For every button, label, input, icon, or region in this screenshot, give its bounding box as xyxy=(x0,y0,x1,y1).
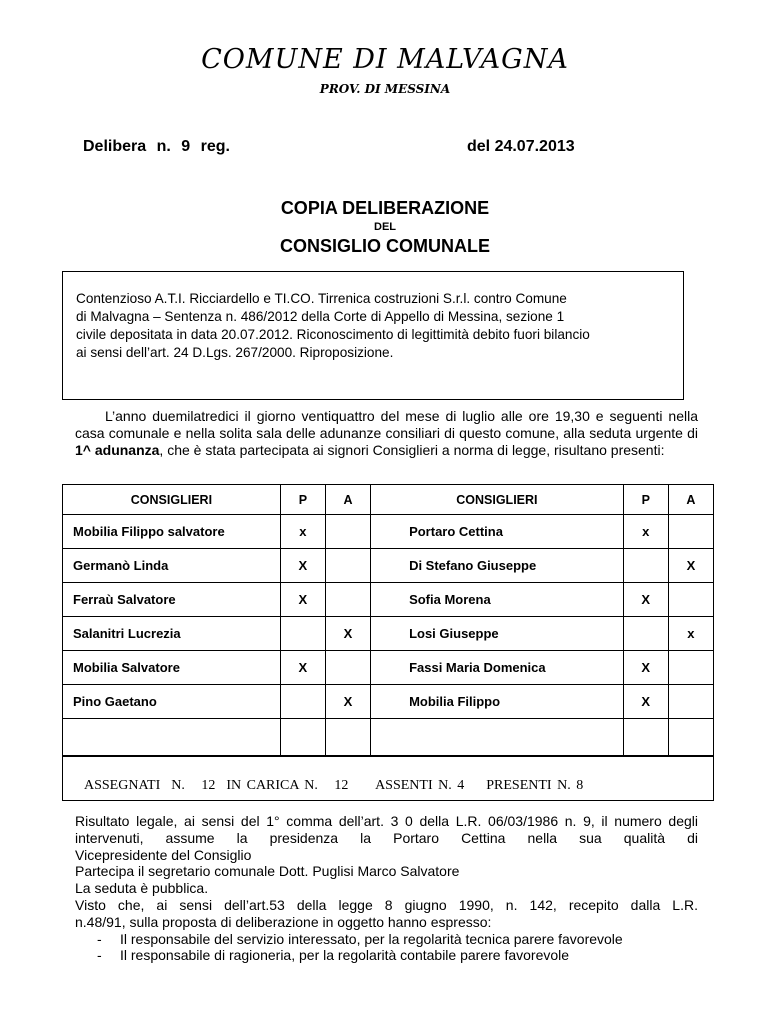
present-mark xyxy=(623,617,668,651)
empty-cell xyxy=(623,719,668,757)
intro-text: L’anno duemilatredici il giorno ventiquattro del mese di luglio alle ore 19,30 e seguenti nella casa comunale e nella solita sala delle adunanze consiliari di questo comune, alla seduta urgente di xyxy=(75,408,698,441)
absent-mark xyxy=(668,515,713,549)
list-item-text: Il responsabile del servizio interessato, per la regolarità tecnica parere favorevole xyxy=(120,930,623,947)
header-consiglieri-right: CONSIGLIERI xyxy=(371,485,624,515)
document-heading-body: CONSIGLIO COMUNALE xyxy=(280,236,490,256)
list-item xyxy=(75,931,698,948)
councillor-name: Di Stefano Giuseppe xyxy=(371,549,624,583)
table-row xyxy=(63,617,714,651)
absent-mark: X xyxy=(325,685,370,719)
absent-mark xyxy=(668,583,713,617)
councillor-name: Germanò Linda xyxy=(63,549,281,583)
present-mark: X xyxy=(623,651,668,685)
header-absent-right: A xyxy=(668,485,713,515)
councillor-name: Pino Gaetano xyxy=(63,685,281,719)
header-present-right: P xyxy=(623,485,668,515)
empty-cell xyxy=(325,719,370,757)
present-mark xyxy=(280,685,325,719)
councillor-name: Salanitri Lucrezia xyxy=(63,617,281,651)
present-mark: X xyxy=(280,583,325,617)
empty-cell xyxy=(668,719,713,757)
list-item-text: Il responsabile di ragioneria, per la regolarità contabile parere favorevole xyxy=(120,947,570,964)
absent-mark xyxy=(325,515,370,549)
councillor-name: Ferraù Salvatore xyxy=(63,583,281,617)
table-row xyxy=(63,583,714,617)
empty-cell xyxy=(280,719,325,757)
absent-mark xyxy=(325,549,370,583)
header-consiglieri-left: CONSIGLIERI xyxy=(63,485,281,515)
subject-line: civile depositata in data 20.07.2012. Riconoscimento di legittimità debito fuori bilancio xyxy=(76,327,590,342)
subject-box xyxy=(62,271,684,400)
absent-mark xyxy=(325,583,370,617)
present-mark: x xyxy=(280,515,325,549)
absent-mark xyxy=(325,651,370,685)
intro-adunanza: 1^ adunanza xyxy=(75,442,160,458)
present-mark: X xyxy=(280,549,325,583)
attendance-summary-box xyxy=(62,755,714,801)
quorum-paragraph: Risultato legale, ai sensi del 1° comma dell’art. 3 0 della L.R. 06/03/1986 n. 9, il numero degli intervenuti, assume la presidenza la Portaro Cettina nella sua qualità di xyxy=(75,813,698,846)
councillor-name: Mobilia Filippo xyxy=(371,685,624,719)
table-row xyxy=(63,549,714,583)
subject-line: di Malvagna – Sentenza n. 486/2012 della Corte di Appello di Messina, sezione 1 xyxy=(76,309,565,324)
table-row-empty xyxy=(63,719,714,757)
present-mark xyxy=(623,549,668,583)
province-subtitle: PROV. DI MESSINA xyxy=(319,82,451,96)
delibera-number: Delibera n. 9 reg. xyxy=(83,138,230,155)
table-header-row xyxy=(63,485,714,515)
list-bullet: - xyxy=(97,930,102,947)
present-mark: X xyxy=(280,651,325,685)
empty-cell xyxy=(371,719,624,757)
attendance-summary: ASSEGNATI N. 12 IN CARICA N. 12 ASSENTI N. 4 PRESENTI N. 8 xyxy=(84,778,584,793)
quorum-paragraph-end: Vicepresidente del Consiglio xyxy=(75,846,252,863)
intro-text-end: , che è stata partecipata ai signori Consiglieri a norma di legge, risultano presenti: xyxy=(159,442,665,458)
attendance-table xyxy=(62,484,714,757)
municipality-title: COMUNE DI MALVAGNA xyxy=(201,44,569,75)
opinions-paragraph: Visto che, ai sensi dell’art.53 della legge 8 giugno 1990, n. 142, recepito dalla L.R. xyxy=(75,896,698,913)
absent-mark xyxy=(668,685,713,719)
intro-paragraph xyxy=(75,408,698,459)
list-bullet: - xyxy=(97,947,102,964)
present-mark: X xyxy=(623,583,668,617)
subject-line: Contenzioso A.T.I. Ricciardello e TI.CO. Tirrenica costruzioni S.r.l. contro Comune xyxy=(76,291,567,306)
empty-cell xyxy=(63,719,281,757)
table-row xyxy=(63,651,714,685)
secretary-paragraph: Partecipa il segretario comunale Dott. Puglisi Marco Salvatore xyxy=(75,863,460,880)
subject-line: ai sensi dell’art. 24 D.Lgs. 267/2000. Riproposizione. xyxy=(76,345,394,360)
councillor-name: Fassi Maria Domenica xyxy=(371,651,624,685)
councillor-name: Portaro Cettina xyxy=(371,515,624,549)
list-item xyxy=(75,947,698,964)
document-heading: COPIA DELIBERAZIONE xyxy=(280,198,490,218)
opinions-paragraph-end: n.48/91, sulla proposta di deliberazione in oggetto hanno espresso: xyxy=(75,913,492,930)
councillor-name: Sofia Morena xyxy=(371,583,624,617)
document-heading-del: DEL xyxy=(374,221,396,233)
councillor-name: Mobilia Salvatore xyxy=(63,651,281,685)
absent-mark: X xyxy=(325,617,370,651)
table-row xyxy=(63,515,714,549)
councillor-name: Losi Giuseppe xyxy=(371,617,624,651)
absent-mark: x xyxy=(668,617,713,651)
header-present-left: P xyxy=(280,485,325,515)
present-mark xyxy=(280,617,325,651)
body-text xyxy=(75,813,698,964)
absent-mark xyxy=(668,651,713,685)
councillor-name: Mobilia Filippo salvatore xyxy=(63,515,281,549)
table-row xyxy=(63,685,714,719)
absent-mark: X xyxy=(668,549,713,583)
present-mark: X xyxy=(623,685,668,719)
public-session-paragraph: La seduta è pubblica. xyxy=(75,880,209,897)
delibera-date: del 24.07.2013 xyxy=(467,138,575,155)
subject-text xyxy=(76,290,671,362)
header-absent-left: A xyxy=(325,485,370,515)
present-mark: x xyxy=(623,515,668,549)
